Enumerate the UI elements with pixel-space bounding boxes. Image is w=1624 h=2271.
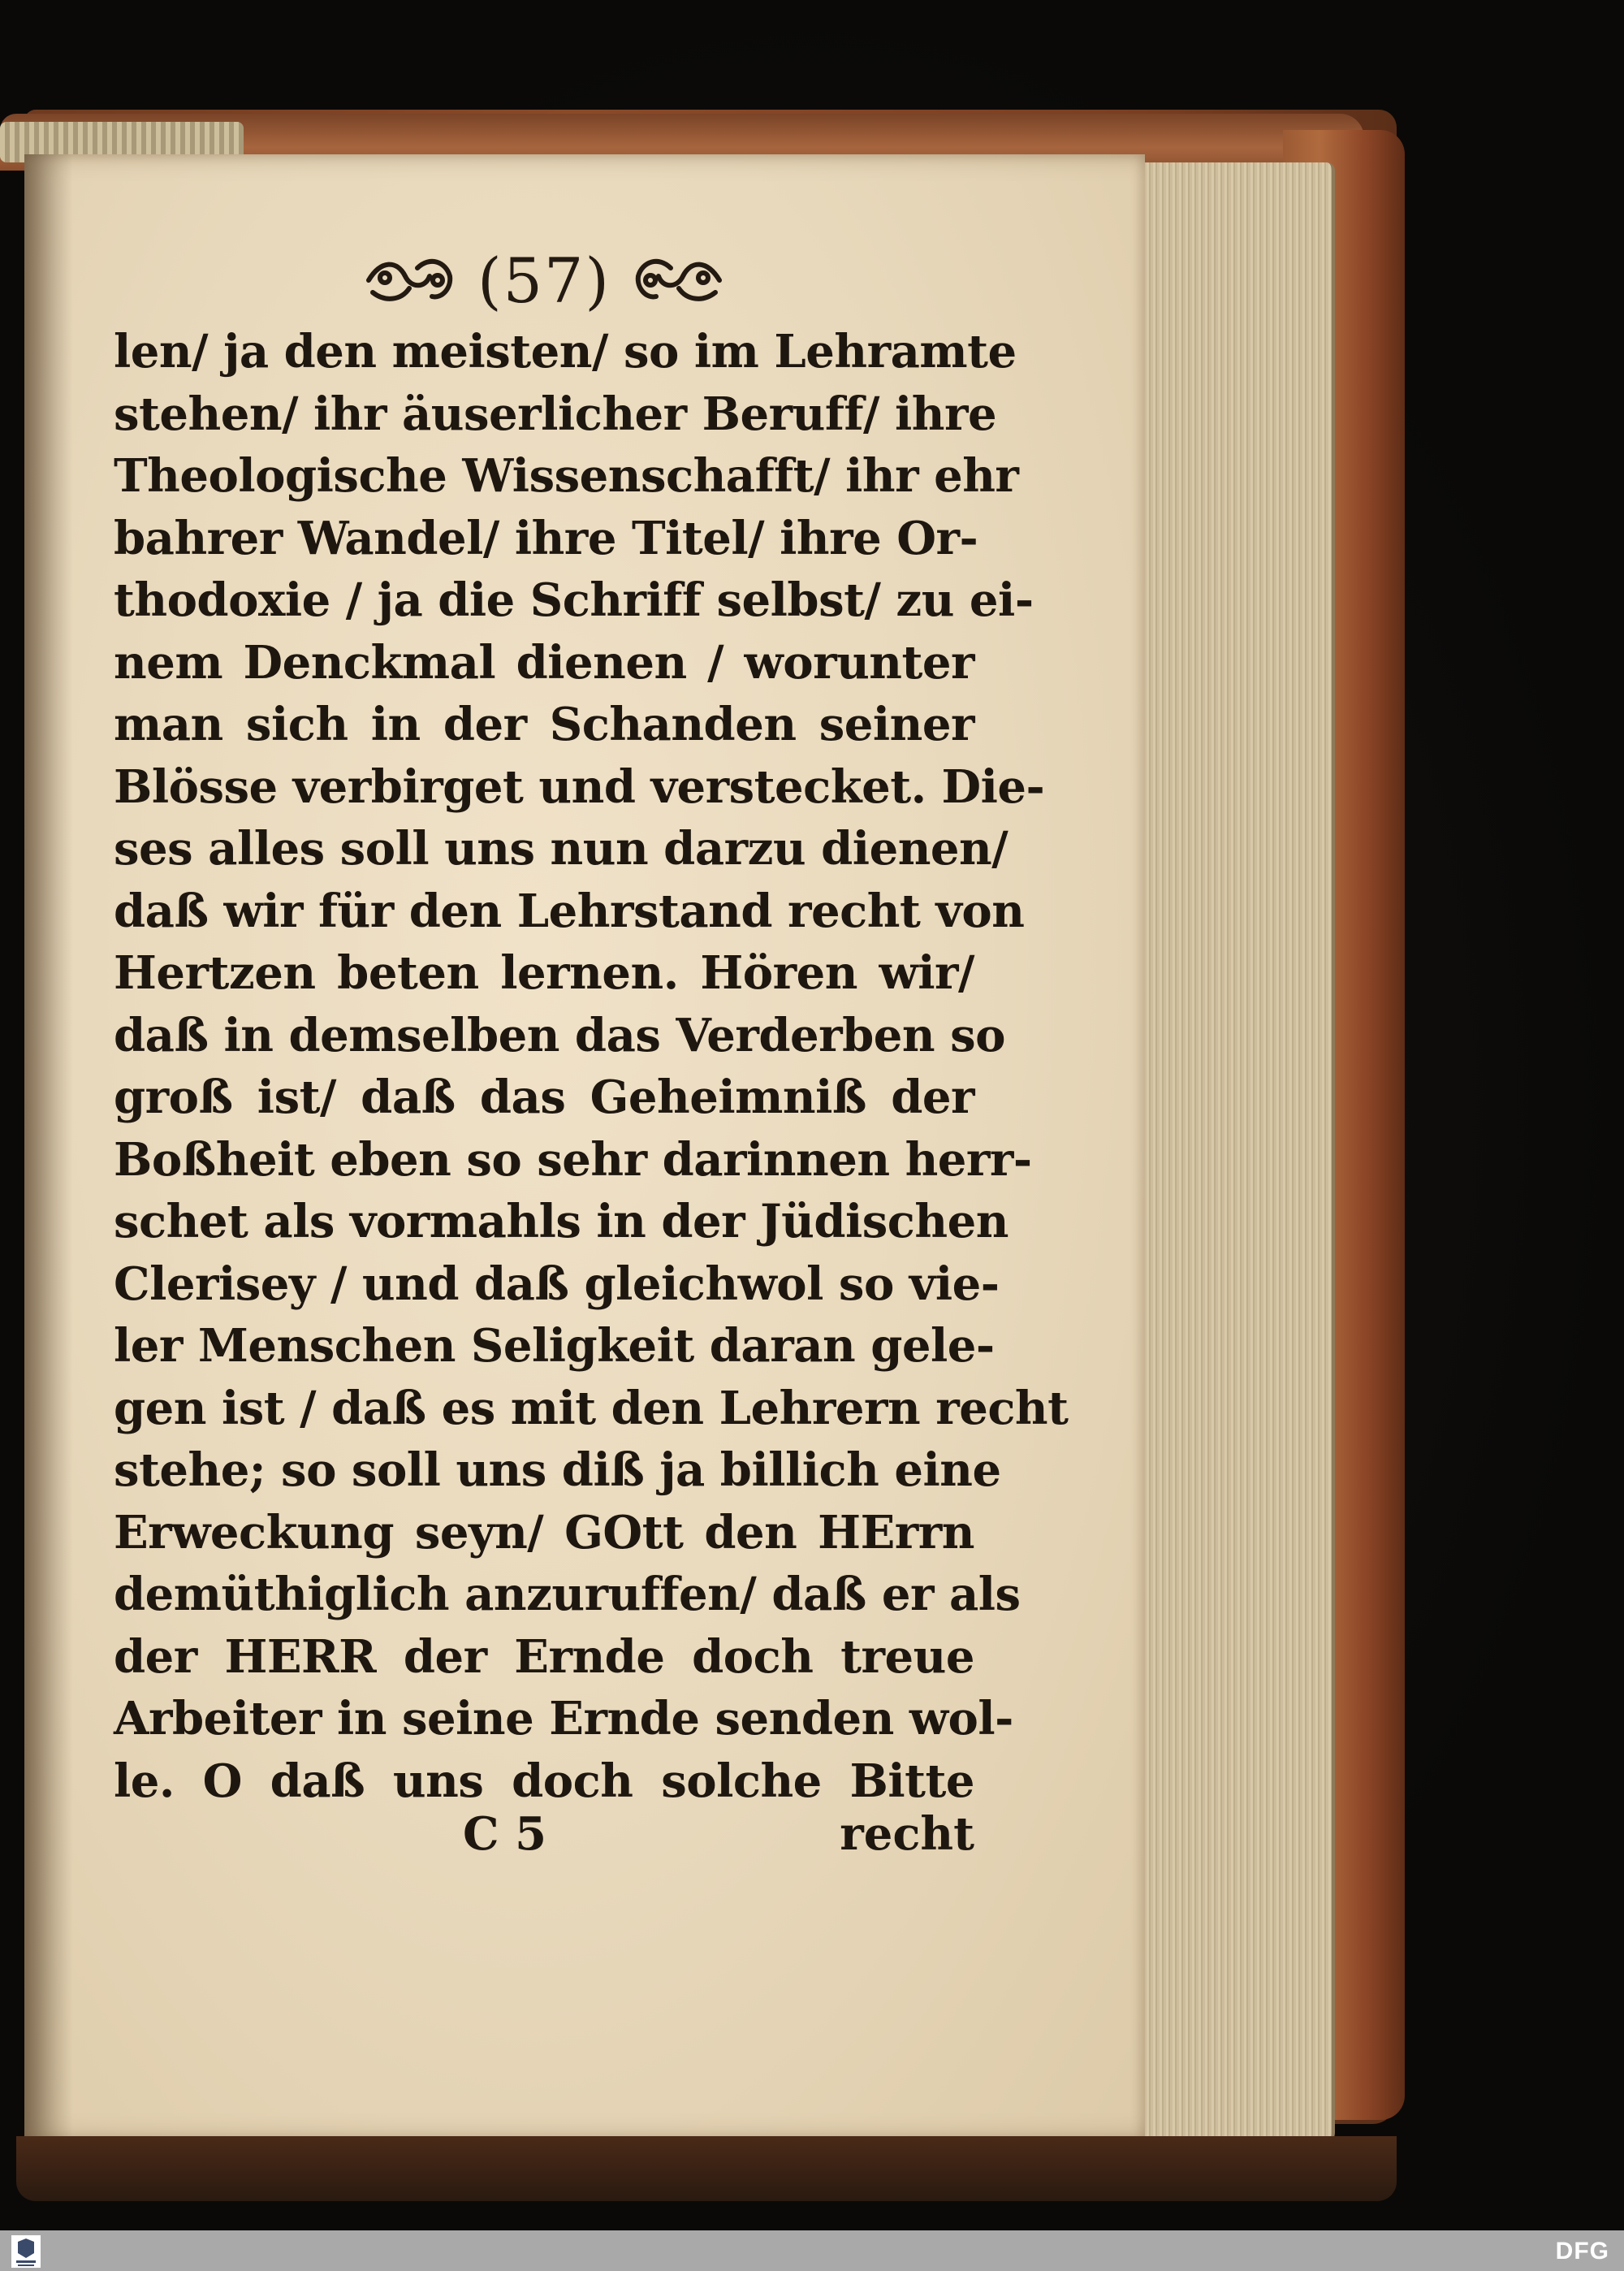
left-ornament-icon: [361, 252, 458, 309]
catchline: [114, 1802, 974, 1867]
signature-mark: C 5: [463, 1807, 547, 1861]
text-line: Erweckung seyn/ GOtt den HErrn: [114, 1505, 974, 1559]
text-line: Hertzen beten lernen. Hören wir/: [114, 946, 974, 1000]
text-line: stehen/ ihr äuserlicher Beruff/ ihre: [114, 387, 997, 441]
text-line: le. O daß uns doch solche Bitte: [114, 1754, 974, 1808]
library-crest-icon: [8, 2234, 44, 2269]
book-bottom-edge: [16, 2136, 1397, 2201]
text-line: Theologische Wissenschafft/ ihr ehr: [114, 449, 1019, 503]
text-line: Arbeiter in seine Ernde senden wol-: [114, 1692, 1013, 1745]
text-line: demüthiglich anzuruffen/ daß er als: [114, 1568, 1021, 1621]
dfg-logo: DFG: [1555, 2238, 1609, 2265]
body-text: [114, 321, 1069, 1812]
right-ornament-icon: [630, 252, 728, 309]
text-line: Blösse verbirget und verstecket. Die-: [114, 759, 1045, 814]
text-line: schet als vormahls in der Jüdischen: [114, 1195, 1009, 1248]
text-line: daß wir für den Lehrstand recht von: [114, 884, 1025, 938]
text-line: ler Menschen Seligkeit daran gele-: [114, 1319, 995, 1373]
text-line: ses alles soll uns nun darzu dienen/: [114, 822, 1009, 876]
text-line: stehe; so soll uns diß ja billich eine: [114, 1443, 1001, 1497]
text-line: gen ist / daß es mit den Lehrern recht: [114, 1381, 1069, 1435]
running-head: [341, 236, 747, 325]
page-fore-edge: [1121, 162, 1335, 2144]
text-line: groß ist/ daß das Geheimniß der: [114, 1071, 974, 1124]
text-line: daß in demselben das Verderben so: [114, 1008, 1006, 1062]
gutter-shadow: [24, 154, 73, 2140]
text-line: man sich in der Schanden seiner: [114, 698, 974, 751]
text-line: thodoxie / ja die Schriff selbst/ zu ei-: [114, 573, 1034, 627]
text-line: bahrer Wandel/ ihre Titel/ ihre Or-: [114, 511, 978, 565]
text-line: der HERR der Ernde doch treue: [114, 1629, 974, 1684]
viewer-footer-bar: [0, 2230, 1624, 2271]
text-line: len/ ja den meisten/ so im Lehramte: [114, 325, 1017, 378]
text-line: Boßheit eben so sehr darinnen herr-: [114, 1132, 1032, 1187]
text-line: nem Denckmal dienen / worunter: [114, 635, 974, 690]
catchword: recht: [840, 1807, 974, 1861]
text-line: Clerisey / und daß gleichwol so vie-: [114, 1257, 1000, 1311]
page-number: (57): [477, 244, 611, 317]
